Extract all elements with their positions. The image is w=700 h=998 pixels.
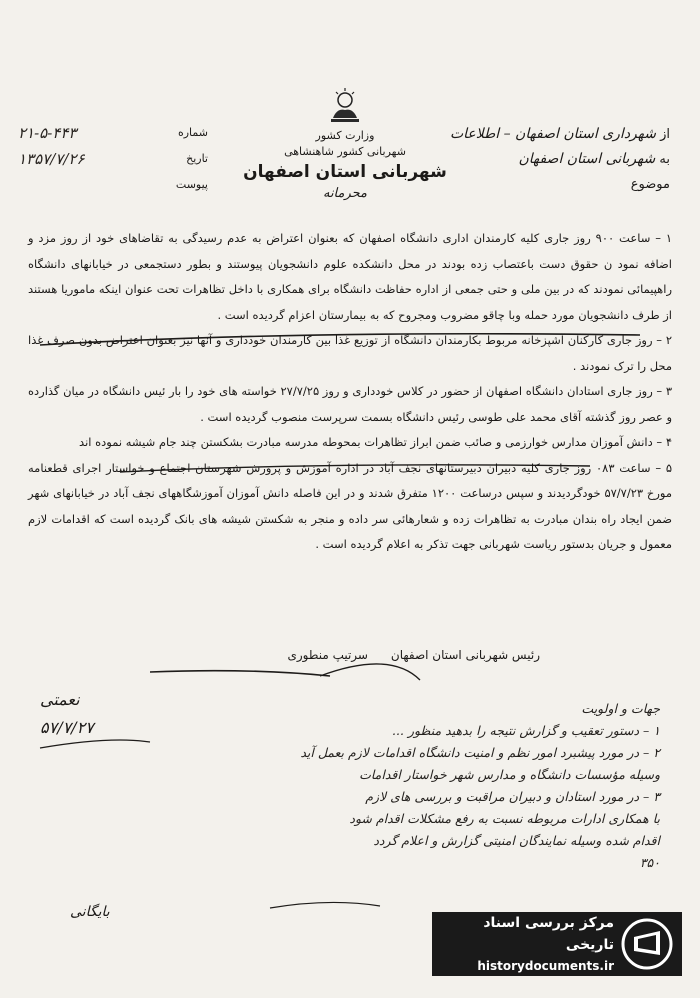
police-line: شهربانی کشور شاهنشاهی xyxy=(284,145,406,158)
archive-watermark xyxy=(432,912,682,976)
date-label: تاریخ xyxy=(186,152,208,165)
attachment-row xyxy=(18,172,208,198)
subject-row xyxy=(400,172,670,197)
to-row xyxy=(400,147,670,172)
note-item: ۲ – در مورد پیشبرد امور نظم و امنیت دانشگاه اقدامات لازم بعمل آید xyxy=(300,745,660,760)
number-value: ۲۱-۵-۴۴۳ xyxy=(18,124,77,142)
handwritten-notes xyxy=(220,698,660,874)
date-value: ۱۳۵۷/۷/۲۶ xyxy=(18,150,85,168)
attachment-label: پیوست xyxy=(175,178,208,191)
classification-stamp: محرمانه xyxy=(322,186,368,201)
lion-and-sun-emblem-icon xyxy=(323,88,367,126)
note-item: اقدام شده وسیله نمایندگان امنیتی گزارش و اعلام گردد xyxy=(373,833,660,848)
number-label: شماره xyxy=(177,126,208,139)
margin-date: ۵۷/۷/۲۷ xyxy=(40,718,94,737)
ministry-line: وزارت کشور xyxy=(315,129,375,142)
note-item: وسیله مؤسسات دانشگاه و مدارس شهر خواستار اقدامات xyxy=(359,767,660,782)
bottom-left-note: بایگانی xyxy=(70,904,110,920)
notes-heading: جهات و اولویت xyxy=(581,701,660,716)
to-value: شهربانی استان اصفهان xyxy=(518,151,656,167)
from-value: شهرداری استان اصفهان – اطلاعات xyxy=(449,126,656,142)
paragraph-5: ۵ – ساعت ۰۸۳ روز جاری کلیه دبیران دبیرستانهای نجف آباد در اداره آموزش و پرورش شهرستان اجتماع و خواستار اجرای قطعنامه مورخ ۵۷/۷/۲۳ خودگردیدند و سپس درساعت ۱۲۰۰ متفرق شدند و در این فاصله دانش آموزان آموزشگاههای نجف آباد در خیابانهای شهر ضمن ایجاد راه بندان مبادرت به تظاهرات زده و شعارهائی سر داده و منجر به شکستن شیشه های بانک گردیده است که اقدامات لازم معمول و جریان بدستور ریاست شهربانی جهت تذکر به اعلام گردیده است . xyxy=(28,460,673,551)
header-meta xyxy=(18,120,208,198)
from-label: از xyxy=(660,127,670,142)
note-item: ۳ – در مورد استادان و دبیران مراقبت و بررسی های لازم xyxy=(365,789,660,804)
archive-logo-icon xyxy=(620,917,674,971)
number-row xyxy=(18,120,208,146)
from-row xyxy=(400,122,670,147)
office-line: شهربانی استان اصفهان xyxy=(243,162,447,182)
paragraph-2: ۲ – روز جاری کارکنان آشپزخانه مربوط بکارمندان دانشگاه از توزیع غذا بین کارمندان خودداری و آنها نیز بعنوان اعتراض بدون صرف غذا محل را ترک نمودند . xyxy=(28,333,672,373)
margin-note xyxy=(40,686,94,742)
subject-label: موضوع xyxy=(630,177,670,192)
date-row xyxy=(18,146,208,172)
margin-name: نعمتی xyxy=(40,690,80,709)
signature-block xyxy=(160,648,540,662)
header-address xyxy=(400,122,670,197)
paragraph-3: ۳ – روز جاری استادان دانشگاه اصفهان از حضور در کلاس خودداری و روز ۲۷/۷/۲۵ خواسته های خود را بار ئیس دانشگاه در میان گذارده و عصر روز گذشته آقای محمد علی طوسی رئیس دانشگاه بسمت سرپرست منصوب گردیده است . xyxy=(28,384,672,424)
to-label: به xyxy=(659,152,670,167)
watermark-url: historydocuments.ir xyxy=(477,959,614,973)
note-ref: ۳۵۰ xyxy=(639,855,660,870)
watermark-fa: مرکز بررسی اسناد تاریخی xyxy=(483,915,614,953)
signature-name: سرتیپ منطوری xyxy=(287,648,368,662)
note-item: با همکاری ادارات مربوطه نسبت به رفع مشکلات اقدام شود xyxy=(349,811,660,826)
report-body xyxy=(28,226,672,558)
note-item: ۱ – دستور تعقیب و گزارش نتیجه را بدهید منظور ... xyxy=(392,723,660,738)
paragraph-4: ۴ – دانش آموزان مدارس خوارزمی و صائب ضمن ابراز تظاهرات بمحوطه مدرسه مبادرت بشکستن چند جام شیشه نموده اند xyxy=(79,435,672,449)
signature-title: رئیس شهربانی استان اصفهان xyxy=(390,648,540,662)
watermark-text xyxy=(432,912,620,976)
paragraph-1: ۱ – ساعت ۹۰۰ روز جاری کلیه کارمندان اداری دانشگاه اصفهان که بعنوان اعتراض به عدم رسیدگی به تقاضاهای خود از روز مزد و اضافه نمود ن حقوق دست باعتصاب زده بودند در محل دانشکده علوم دانشجویان پیوستند و بطور دستجمعی در خیابانهای دانشگاه راهپیمائی نمودند که در بین ملی و حتی جمعی از اداره حفاظت دانشگاه برای همکاری با داخل تظاهرات تحت عنوان اینکه ماموریا هستند از طرف دانشجویان مورد حمله وبا چاقو مضروب ومجروح که به بیمارستان اعزام گردیده است . xyxy=(28,231,672,322)
